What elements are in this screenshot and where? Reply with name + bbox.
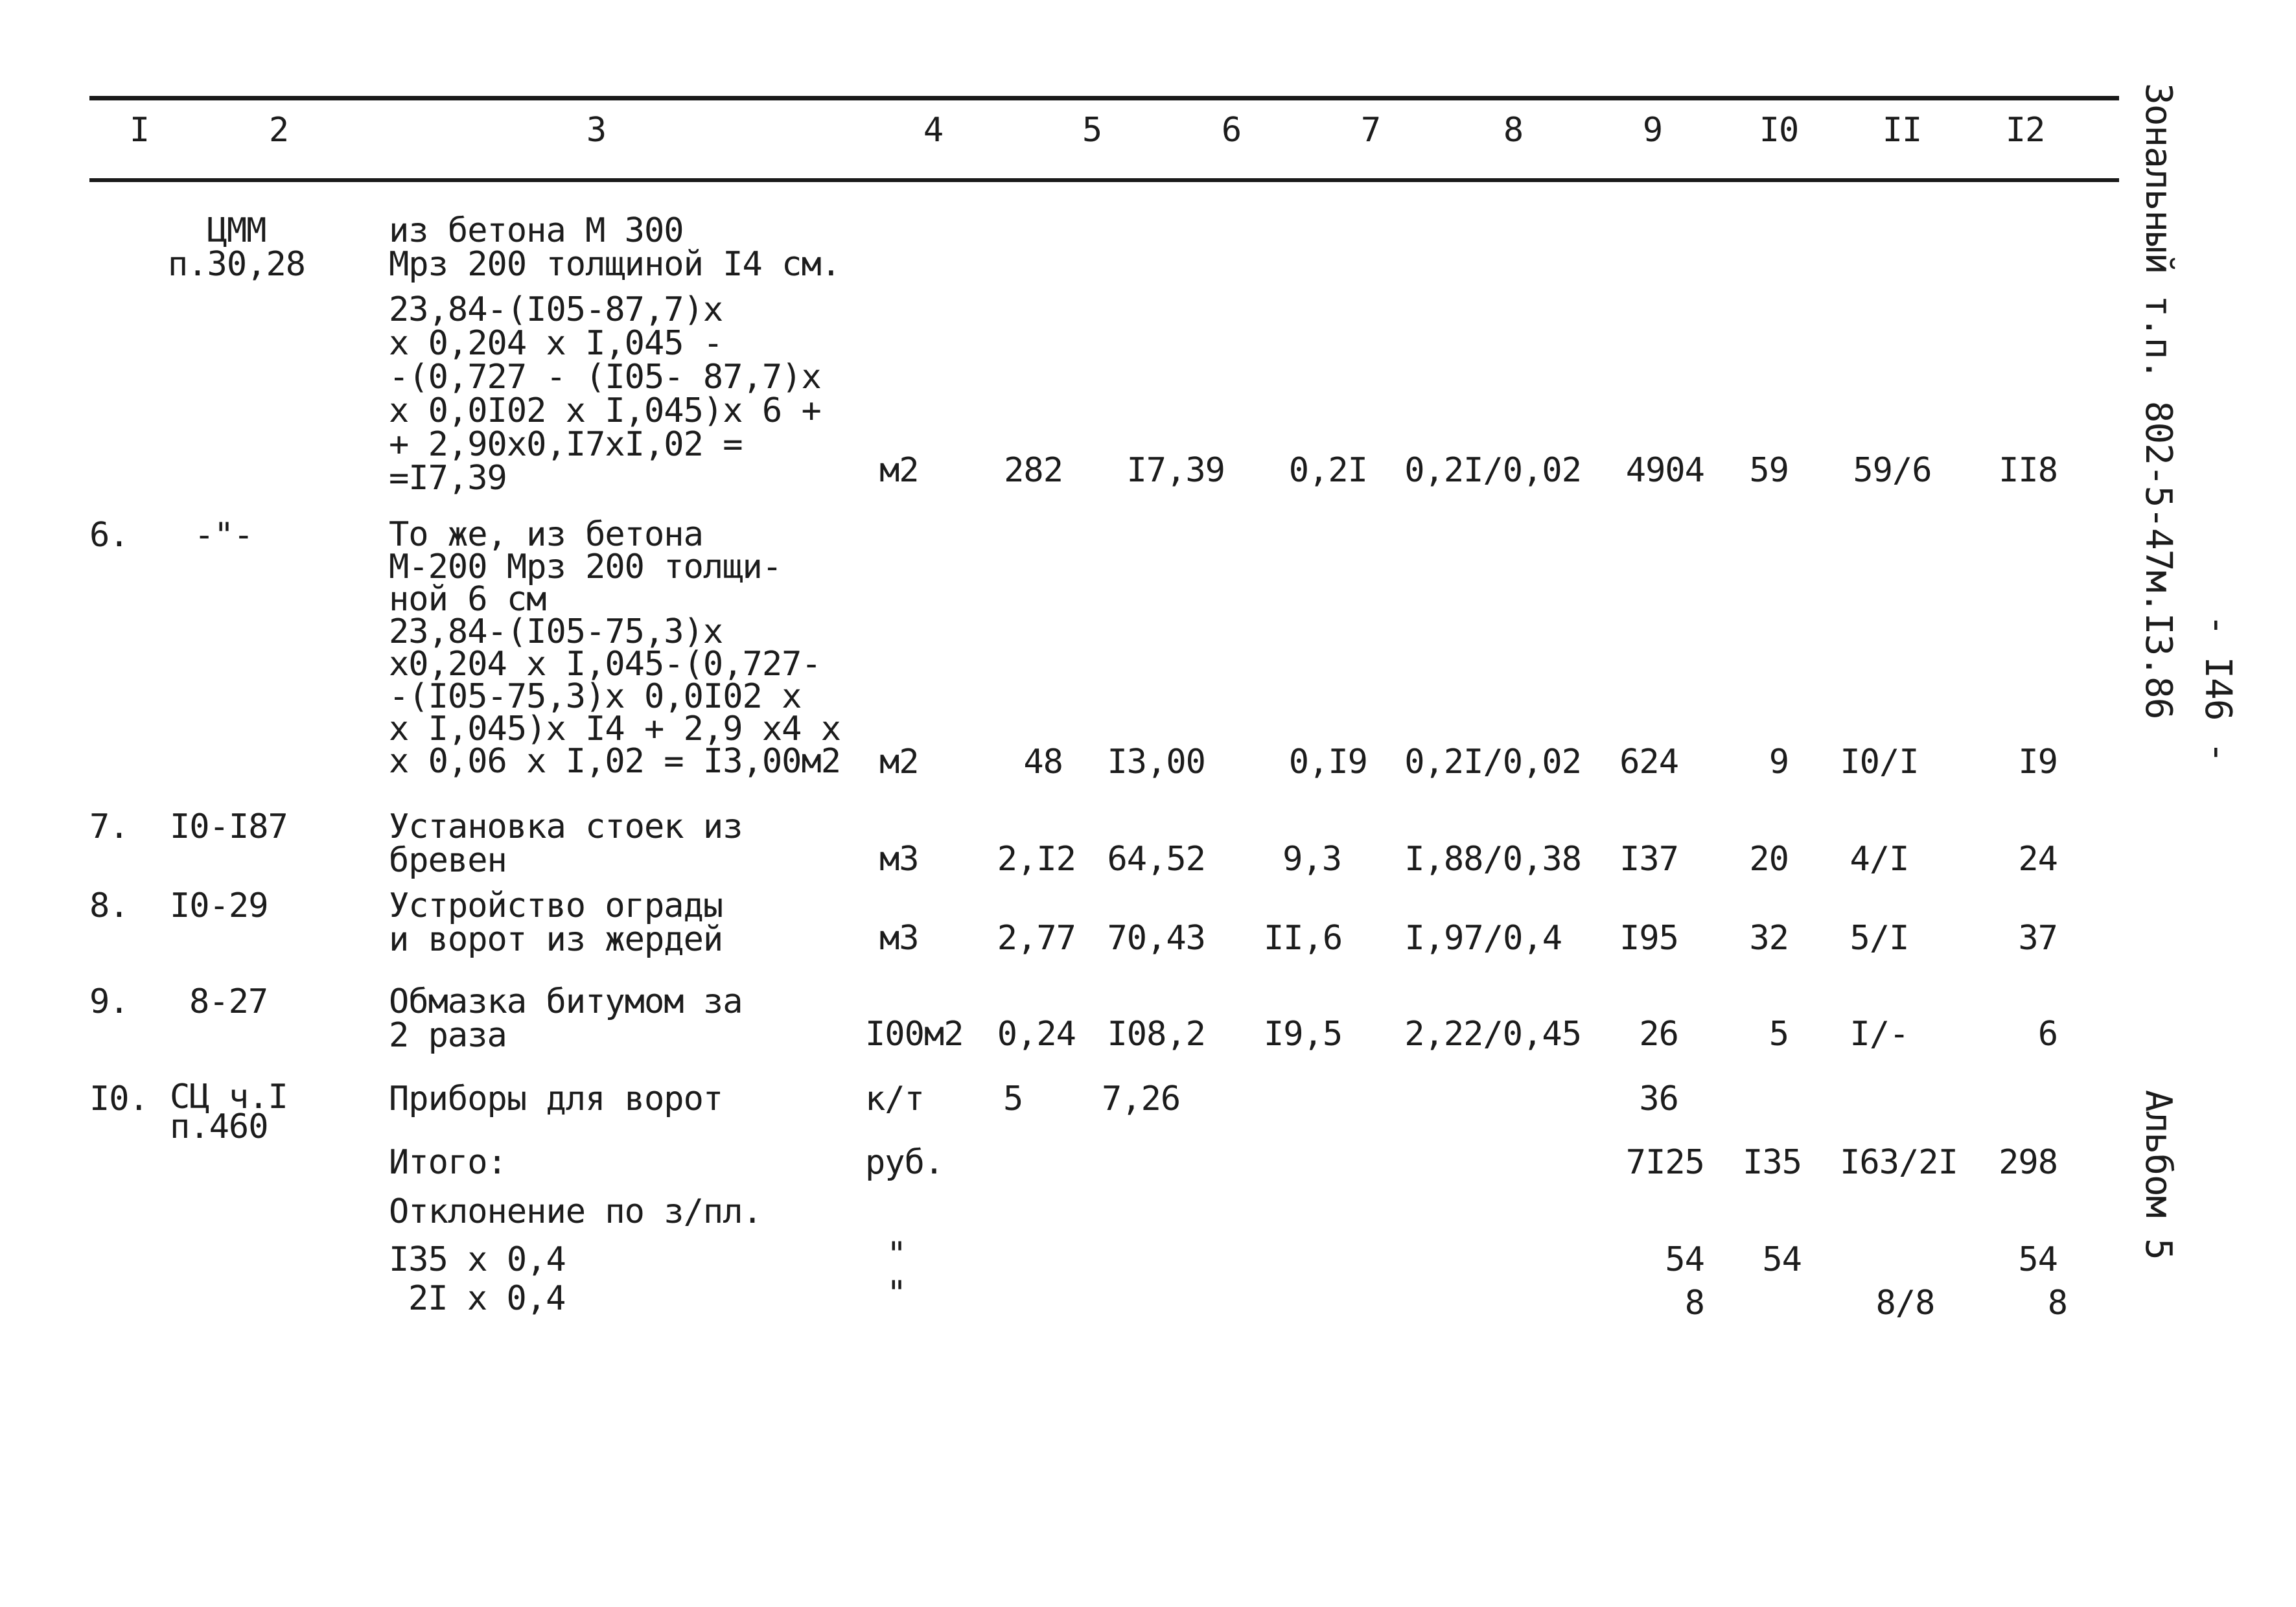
row-number: 6. <box>89 516 129 555</box>
album-label: Альбом 5 <box>2137 1090 2179 1260</box>
col-header-9: 9 <box>1642 111 1663 150</box>
row-c7: II,6 <box>1264 919 1343 958</box>
row-c5: 2,I2 <box>997 840 1076 879</box>
row-c6: I08,2 <box>1107 1015 1205 1054</box>
row-description: Устройство ограды и ворот из жердей <box>389 886 723 959</box>
deviation-c11-2: 8/8 <box>1875 1284 1935 1323</box>
row-unit: м3 <box>879 840 919 879</box>
row-unit: к/т <box>865 1080 924 1118</box>
row-code: I0-29 <box>170 886 268 925</box>
row-c9: 4904 <box>1625 451 1704 490</box>
deviation-c9-1: 54 <box>1665 1240 1704 1279</box>
row-number: I0. <box>89 1080 148 1118</box>
row-c11: 5/I <box>1850 919 1909 958</box>
header-bottom-rule <box>89 178 2119 182</box>
row-c6: 70,43 <box>1107 919 1205 958</box>
row-description: Установка стоек из бревен <box>389 807 743 880</box>
row-code: -"- <box>194 516 253 555</box>
totals-c11: I63/2I <box>1840 1143 1958 1182</box>
row-code: 8-27 <box>189 982 268 1021</box>
row-number: 9. <box>89 982 129 1021</box>
col-header-5: 5 <box>1082 111 1102 150</box>
row-c11: I/- <box>1850 1015 1909 1054</box>
row-description: Приборы для ворот <box>389 1080 723 1118</box>
col-header-4: 4 <box>923 111 944 150</box>
totals-c9: 7I25 <box>1625 1143 1704 1182</box>
row-unit: I00м2 <box>865 1015 964 1054</box>
col-header-6: 6 <box>1221 111 1242 150</box>
col-header-8: 8 <box>1503 111 1524 150</box>
row-description: из бетона М 300 Мрз 200 толщиной I4 см. <box>389 211 841 284</box>
row-c10: 59 <box>1749 451 1789 490</box>
row-c10: 9 <box>1768 743 1789 781</box>
row-unit: м2 <box>879 743 919 781</box>
row-c7: I9,5 <box>1264 1015 1343 1054</box>
row-c12: 6 <box>2037 1015 2058 1054</box>
row-unit: м3 <box>879 919 919 958</box>
row-description: То же, из бетона М-200 Мрз 200 толщи- ной 6 см 23,84-(I05-75,3)x x0,204 x I,045-(0,727- -(I05-75,3)x 0,0I02 x x I,045)x I4 + 2,9 x4 x x 0,06 x I,02 = I3,00м2 <box>389 515 841 781</box>
row-c6: I7,39 <box>1126 451 1225 490</box>
col-header-12: I2 <box>2005 111 2045 150</box>
row-c7: 0,I9 <box>1288 743 1367 781</box>
row-c8: I,88/0,38 <box>1404 840 1581 879</box>
row-code: СЦ ч.I п.460 <box>170 1078 288 1146</box>
row-code: ЦММ п.30,28 <box>167 211 306 284</box>
row-c9: 36 <box>1639 1080 1678 1118</box>
row-code: I0-I87 <box>170 807 288 846</box>
deviation-c12-2: 8 <box>2047 1284 2067 1323</box>
row-calculation: 23,84-(I05-87,7)x x 0,204 x I,045 - -(0,727 - (I05- 87,7)x x 0,0I02 x I,045)x 6 + + 2,90x0,I7xI,02 = =I7,39 <box>389 290 821 498</box>
deviation-unit-2: " <box>887 1274 907 1313</box>
header-top-rule <box>89 96 2119 100</box>
row-c9: 26 <box>1639 1015 1678 1054</box>
deviation-c12-1: 54 <box>2018 1240 2058 1279</box>
totals-label: Итого: <box>389 1143 507 1182</box>
row-unit: м2 <box>879 451 919 490</box>
row-c12: 37 <box>2018 919 2058 958</box>
row-c11: 59/6 <box>1853 451 1932 490</box>
col-header-10: I0 <box>1759 111 1799 150</box>
col-header-7: 7 <box>1360 111 1381 150</box>
row-c5: 0,24 <box>997 1015 1076 1054</box>
row-c11: 4/I <box>1850 840 1909 879</box>
row-c8: 2,22/0,45 <box>1404 1015 1581 1054</box>
col-header-2: 2 <box>268 111 289 150</box>
deviation-label: Отклонение по з/пл. <box>389 1192 762 1231</box>
deviation-unit-1: " <box>887 1235 907 1274</box>
row-c12: 24 <box>2018 840 2058 879</box>
col-header-3: 3 <box>586 111 607 150</box>
row-c6: 7,26 <box>1102 1080 1181 1118</box>
row-c9: I37 <box>1619 840 1678 879</box>
deviation-expr-1: I35 x 0,4 <box>389 1240 566 1279</box>
row-number: 8. <box>89 886 129 925</box>
row-c9: 624 <box>1619 743 1678 781</box>
col-header-11: II <box>1882 111 1922 150</box>
series-label: Зональный т.п. 802-5-47м.I3.86 <box>2137 83 2179 719</box>
row-c12: II8 <box>1999 451 2058 490</box>
row-c5: 2,77 <box>997 919 1076 958</box>
row-c7: 0,2I <box>1288 451 1367 490</box>
row-c11: I0/I <box>1840 743 1919 781</box>
row-c8: 0,2I/0,02 <box>1404 451 1581 490</box>
deviation-c10-1: 54 <box>1762 1240 1802 1279</box>
row-c5: 282 <box>1004 451 1063 490</box>
page-number: - I46 - <box>2197 614 2239 763</box>
row-c6: 64,52 <box>1107 840 1205 879</box>
deviation-c9-2: 8 <box>1684 1284 1704 1323</box>
row-c10: 5 <box>1768 1015 1789 1054</box>
totals-c10: I35 <box>1743 1143 1802 1182</box>
row-c8: 0,2I/0,02 <box>1404 743 1581 781</box>
row-c9: I95 <box>1619 919 1678 958</box>
totals-c12: 298 <box>1999 1143 2058 1182</box>
row-c8: I,97/0,4 <box>1404 919 1562 958</box>
deviation-expr-2: 2I x 0,4 <box>408 1279 566 1318</box>
row-c5: 5 <box>1003 1080 1023 1118</box>
col-header-1: I <box>129 111 150 150</box>
row-c5: 48 <box>1023 743 1063 781</box>
row-c10: 20 <box>1749 840 1789 879</box>
row-c12: I9 <box>2018 743 2058 781</box>
row-c6: I3,00 <box>1107 743 1205 781</box>
row-description: Обмазка битумом за 2 раза <box>389 982 743 1055</box>
row-number: 7. <box>89 807 129 846</box>
totals-unit: руб. <box>865 1143 944 1182</box>
row-c7: 9,3 <box>1282 840 1341 879</box>
row-c10: 32 <box>1749 919 1789 958</box>
